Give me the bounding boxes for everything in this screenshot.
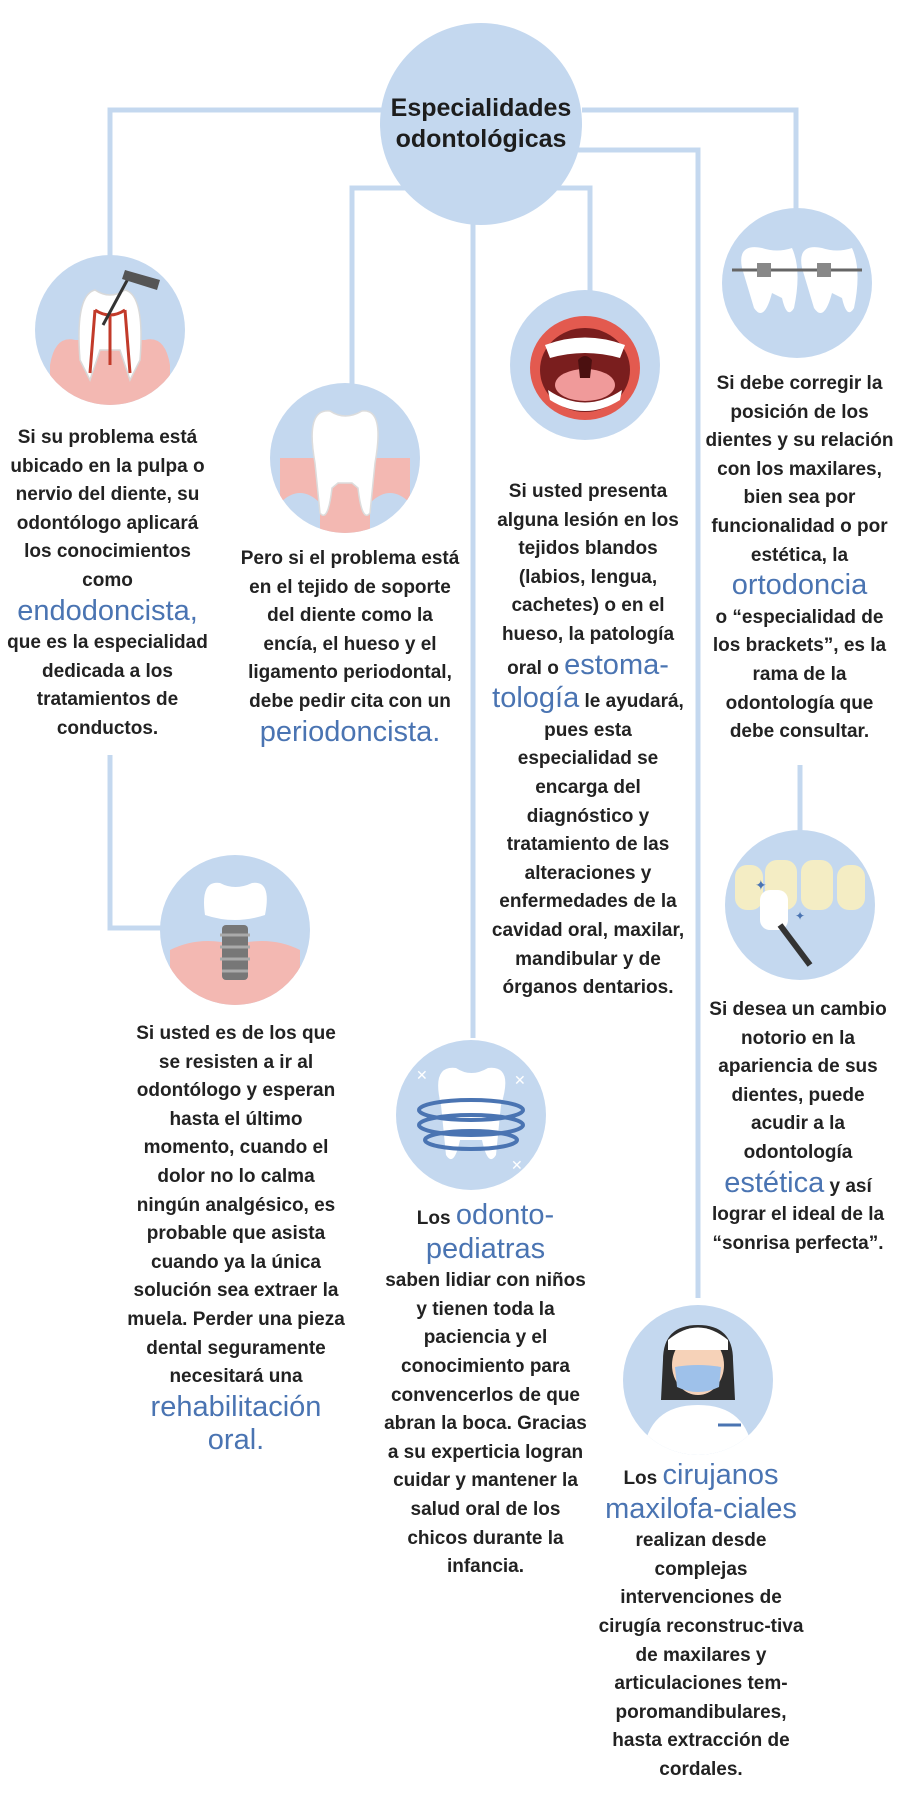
estomatologia-keyword: estoma-tología xyxy=(492,648,669,715)
cirugia-keyword: cirujanos maxilofa-ciales xyxy=(605,1459,797,1525)
text-periodoncia xyxy=(240,545,460,750)
estomatologia-outro: le ayudará, pues esta especialidad se encarga del diagnóstico y tratamiento de las alteraciones y enfermedades de la cavidad oral, maxilar, mandibular y de órganos dentarios. xyxy=(491,691,685,999)
hub-circle xyxy=(380,23,582,225)
cirugia-outro: realizan desde complejas intervenciones de cirugía reconstruc-tiva de maxilares y articulaciones tem-poromandibulares, hasta extracción de cordales. xyxy=(598,1530,804,1780)
implant-icon xyxy=(160,855,310,1005)
estetica-outro: y así lograr el ideal de la “sonrisa perfecta”. xyxy=(711,1175,885,1254)
estetica-keyword: estética xyxy=(724,1166,825,1199)
svg-text:✕: ✕ xyxy=(514,1072,526,1088)
text-rehabilitacion xyxy=(125,1020,347,1459)
ortodoncia-outro: o “especialidad de los brackets”, es la rama de la odontología que debe consultar. xyxy=(712,606,887,743)
text-estomatologia xyxy=(488,478,688,1003)
rehabilitacion-keyword: rehabilitación oral. xyxy=(150,1390,322,1457)
surgeon-icon xyxy=(623,1305,773,1455)
ortodoncia-intro: Si debe corregir la posición de los dientes y su relación con los maxilares, bien sea por funcionalidad o por estética, la xyxy=(705,373,894,566)
endodoncia-outro: que es la especialidad dedicada a los tratamientos de conductos. xyxy=(7,632,208,739)
veneer-icon xyxy=(725,830,875,980)
hub-title: Especialidades odontológicas xyxy=(390,94,572,153)
periodoncia-keyword: periodoncista. xyxy=(259,715,441,748)
odontopediatria-intro: Los xyxy=(416,1208,451,1229)
odontopediatria-keyword: odonto-pediatras xyxy=(425,1199,555,1265)
odontopediatria-outro: saben lidiar con niños y tienen toda la paciencia y el conocimiento para convencerlos de que abran la boca. Gracias a su experticia logran cuidar y mantener la salud oral de los chicos durante la infancia. xyxy=(384,1270,587,1578)
braces-teeth-icon xyxy=(722,208,872,358)
periodoncia-intro: Pero si el problema está en el tejido de soporte del diente como la encía, el hueso y el ligamento periodontal, debe pedir cita con un xyxy=(240,548,460,712)
gum-tooth-icon xyxy=(270,383,420,533)
child-tooth-icon xyxy=(396,1040,546,1190)
endodoncia-keyword: endodoncista, xyxy=(17,594,198,627)
root-canal-tooth-icon xyxy=(35,255,185,405)
endodoncia-intro: Si su problema está ubicado en la pulpa o nervio del diente, su odontólogo aplicará los conocimientos como xyxy=(10,427,205,591)
rehabilitacion-intro: Si usted es de los que se resisten a ir al odontólogo y esperan hasta el último momento, cuando el dolor no lo calma ningún analgésico, es probable que asista cuando ya la única solución sea extraer la muela. Perder una pieza dental seguramente necesitará una xyxy=(127,1023,345,1388)
estomatologia-intro: Si usted presenta alguna lesión en los tejidos blandos (labios, lengua, cachetes) o en el hueso, la patología oral o xyxy=(497,481,679,679)
svg-text:✕: ✕ xyxy=(511,1157,523,1173)
text-odontopediatria xyxy=(383,1200,588,1582)
ortodoncia-keyword: ortodoncia xyxy=(731,569,868,602)
text-estetica xyxy=(708,996,888,1258)
text-ortodoncia xyxy=(702,370,897,747)
svg-text:✦: ✦ xyxy=(795,909,806,923)
estetica-intro: Si desea un cambio notorio en la apariencia de sus dientes, puede acudir a la odontología xyxy=(709,999,887,1163)
open-mouth-icon xyxy=(510,290,660,440)
text-cirugia xyxy=(596,1460,806,1785)
text-endodoncia xyxy=(5,424,210,744)
svg-text:✕: ✕ xyxy=(416,1067,428,1083)
cirugia-intro: Los xyxy=(623,1468,658,1489)
svg-text:✦: ✦ xyxy=(755,877,767,893)
